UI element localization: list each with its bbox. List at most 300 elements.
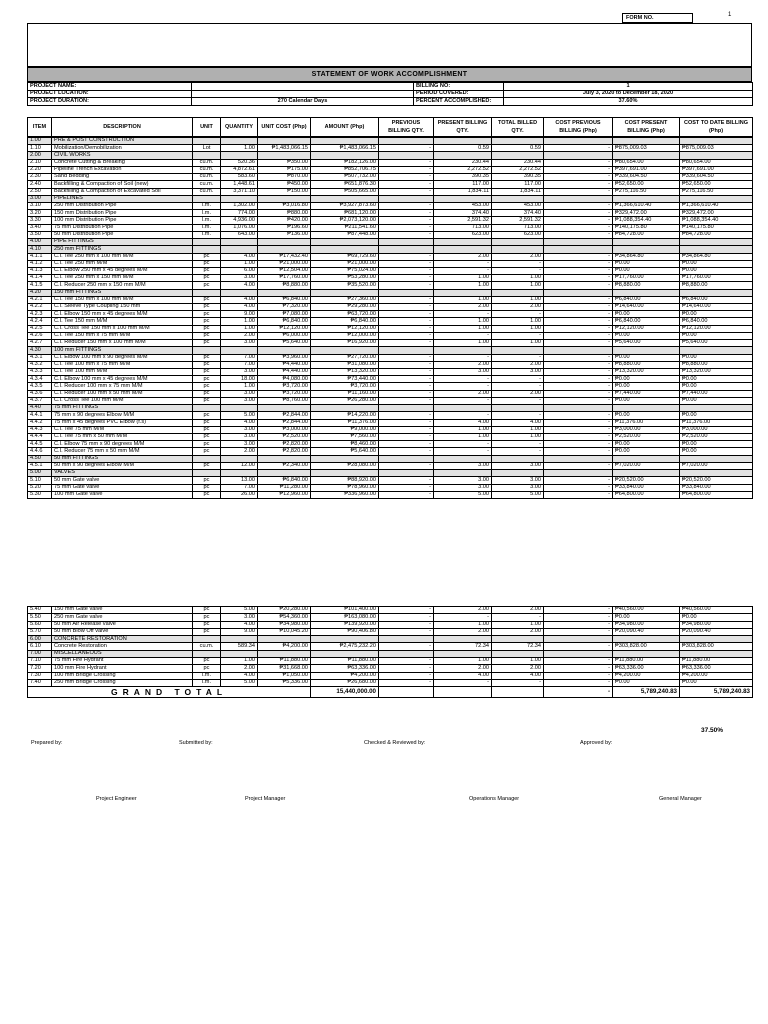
table-cell: 4.00 (221, 253, 258, 260)
table-cell: 3,371.10 (221, 188, 258, 195)
table-cell: ₱7,020.00 (680, 462, 753, 469)
table-cell (379, 239, 434, 246)
table-cell: - (544, 260, 613, 267)
table-cell: 150 mm Distribution Pipe (52, 210, 193, 217)
table-cell: 643.00 (221, 231, 258, 238)
table-cell (613, 347, 680, 354)
table-cell (492, 152, 544, 159)
table-row (28, 318, 753, 325)
table-cell: ₱1,366,610.40 (613, 202, 680, 209)
table-row (28, 491, 753, 498)
table-cell: - (544, 354, 613, 361)
table-cell: 1.00 (492, 318, 544, 325)
table-row (28, 267, 753, 274)
table-cell (544, 650, 613, 657)
table-cell: ₱0.00 (613, 448, 680, 455)
table-cell: - (434, 354, 492, 361)
table-cell: 6.10 (28, 643, 52, 650)
table-cell: - (379, 484, 434, 491)
table-cell: - (379, 217, 434, 224)
table-cell: 4.4.3 (28, 426, 52, 433)
table-cell: - (492, 448, 544, 455)
table-cell: ₱64,800.00 (613, 491, 680, 498)
table-cell: 4.4.5 (28, 441, 52, 448)
table-cell: ₱29,280.00 (311, 304, 379, 311)
table-cell: ₱0.00 (613, 354, 680, 361)
table-cell: ₱182,126.00 (311, 159, 379, 166)
table-cell: 5.50 (28, 614, 52, 621)
table-cell: - (434, 679, 492, 686)
table-cell: 4,872.61 (221, 166, 258, 173)
table-cell (613, 152, 680, 159)
table-cell: ₱303,828.00 (613, 643, 680, 650)
table-cell: 100 mm Distribution Pipe (52, 217, 193, 224)
table-cell: ₱4,080.00 (258, 376, 311, 383)
table-cell (613, 138, 680, 145)
table-cell: pc (193, 665, 221, 672)
table-row (28, 152, 753, 159)
grand-total-percent: 37.50% (701, 727, 724, 734)
table-cell: 5.30 (28, 491, 52, 498)
column-header: TOTAL BILLED QTY. (492, 118, 544, 137)
table-cell: - (544, 614, 613, 621)
table-cell: pc (193, 397, 221, 404)
table-row (28, 311, 753, 318)
table-cell: - (492, 376, 544, 383)
table-cell: 1.00 (434, 658, 492, 665)
table-cell: - (544, 607, 613, 614)
table-row (28, 607, 753, 614)
table-row (28, 383, 753, 390)
table-cell: 2.50 (28, 188, 52, 195)
table-cell: 2.00 (434, 390, 492, 397)
table-cell: - (492, 354, 544, 361)
table-cell: ₱0.00 (613, 332, 680, 339)
table-row (28, 253, 753, 260)
table-cell: 7.40 (28, 679, 52, 686)
table-cell: - (544, 325, 613, 332)
table-cell: 100 mm Gate valve (52, 491, 193, 498)
table-cell (434, 246, 492, 253)
table-cell (680, 246, 753, 253)
table-cell: ₱303,828.00 (680, 643, 753, 650)
table-cell: - (544, 332, 613, 339)
table-cell (311, 650, 379, 657)
table-cell: - (379, 354, 434, 361)
table-cell (544, 636, 613, 643)
table-cell: ₱88,920.00 (311, 477, 379, 484)
table-cell: 117.00 (434, 181, 492, 188)
table-cell (680, 470, 753, 477)
table-cell: - (379, 296, 434, 303)
table-cell (680, 636, 753, 643)
table-cell: ₱6,840.00 (613, 318, 680, 325)
table-cell: ₱11,880.00 (258, 658, 311, 665)
table-cell (680, 455, 753, 462)
period-label: PERIOD COVERED: (414, 90, 504, 98)
table-cell: ₱0.00 (613, 679, 680, 686)
table-row (28, 181, 753, 188)
table-cell: - (379, 621, 434, 628)
table-cell (544, 239, 613, 246)
table-cell (544, 347, 613, 354)
table-cell: 5.70 (28, 628, 52, 635)
table-cell: 4.1.2 (28, 260, 52, 267)
table-cell: 2.00 (492, 607, 544, 614)
table-row (28, 202, 753, 209)
table-cell: ₱0.00 (680, 397, 753, 404)
table-cell: 2,272.52 (492, 166, 544, 173)
table-cell: 1,834.11 (492, 188, 544, 195)
table-cell: - (544, 441, 613, 448)
table-cell: ₱34,980.00 (680, 621, 753, 628)
table-cell: - (544, 304, 613, 311)
table-cell: l.m. (193, 224, 221, 231)
percent-label: PERCENT ACCOMPLISHED: (414, 98, 504, 106)
table-row (28, 419, 753, 426)
table-cell: ₱0.00 (613, 441, 680, 448)
table-cell: ₱13,320.00 (311, 369, 379, 376)
table-cell: 72.34 (434, 643, 492, 650)
table-cell: - (544, 282, 613, 289)
table-cell: - (544, 658, 613, 665)
table-cell: 4.4.4 (28, 433, 52, 440)
table-cell: - (544, 679, 613, 686)
table-cell: ₱339,604.50 (680, 174, 753, 181)
table-cell: ₱84,728.00 (680, 231, 753, 238)
table-row (28, 650, 753, 657)
table-cell: - (379, 672, 434, 679)
table-cell: ₱3,000.00 (613, 426, 680, 433)
table-cell: pc (193, 607, 221, 614)
table-cell: ₱0.00 (680, 448, 753, 455)
table-cell: 250 mm Distribution Pipe (52, 202, 193, 209)
table-cell (613, 405, 680, 412)
table-cell: 117.00 (492, 181, 544, 188)
table-cell: 4.20 (28, 289, 52, 296)
column-header: AMOUNT (Php) (311, 118, 379, 137)
table-cell: 5.00 (221, 412, 258, 419)
table-cell (434, 239, 492, 246)
table-cell: ₱7,440.00 (613, 390, 680, 397)
table-cell: ₱31,668.00 (258, 665, 311, 672)
table-cell: 4.4.2 (28, 419, 52, 426)
table-row (28, 433, 753, 440)
project-duration-label: PROJECT DURATION: (28, 98, 192, 106)
table-cell (434, 650, 492, 657)
project-manager-title: Project Manager (245, 796, 286, 802)
table-cell: 4.3.5 (28, 383, 52, 390)
table-cell: ₱12,120.00 (311, 325, 379, 332)
table-cell: 1,076.00 (221, 224, 258, 231)
table-cell: 75 mm x 45 degrees PVC Elbow (f.s) (52, 419, 193, 426)
table-cell (379, 195, 434, 202)
table-cell: 0.59 (434, 145, 492, 152)
table-cell: 5.10 (28, 477, 52, 484)
table-cell (258, 239, 311, 246)
table-cell: pc (193, 282, 221, 289)
table-cell: - (544, 369, 613, 376)
table-cell: Mobilization/Demobilization (52, 145, 193, 152)
table-cell: ₱21,000.00 (311, 260, 379, 267)
project-duration-value: 270 Calendar Days (192, 98, 414, 106)
table-cell (680, 289, 753, 296)
table-cell (492, 239, 544, 246)
table-cell: - (544, 665, 613, 672)
table-cell: 3.00 (434, 369, 492, 376)
table-cell (680, 152, 753, 159)
table-cell: 774.00 (221, 210, 258, 217)
table-cell: ₱507,732.00 (311, 174, 379, 181)
table-cell: 1.00 (492, 340, 544, 347)
table-cell: - (379, 159, 434, 166)
table-cell: 2,272.52 (434, 166, 492, 173)
table-row (28, 484, 753, 491)
table-cell: ₱7,440.00 (680, 390, 753, 397)
table-cell: ₱2,820.00 (258, 448, 311, 455)
table-cell: 2.00 (492, 628, 544, 635)
table-cell (379, 152, 434, 159)
table-cell: ₱0.00 (613, 383, 680, 390)
table-cell: 2.30 (28, 174, 52, 181)
table-cell: 3.00 (221, 340, 258, 347)
table-cell (221, 347, 258, 354)
table-cell: 3.00 (221, 369, 258, 376)
table-cell: ₱0.00 (680, 332, 753, 339)
table-row (28, 340, 753, 347)
table-cell: 4.3.6 (28, 390, 52, 397)
table-cell: l.m. (193, 672, 221, 679)
table-cell (613, 195, 680, 202)
table-cell: pc (193, 484, 221, 491)
table-cell: - (434, 614, 492, 621)
table-cell: ₱339,604.50 (613, 174, 680, 181)
table-cell: C.I. Tee 75 mm x 50 mm M/M (52, 433, 193, 440)
table-cell: 589.34 (221, 643, 258, 650)
table-cell: - (434, 376, 492, 383)
table-cell: C.I. Reducer 250 mm x 150 mm M/M (52, 282, 193, 289)
submitted-by-label: Submitted by: (179, 740, 213, 746)
table-cell: - (544, 210, 613, 217)
table-cell: pc (193, 369, 221, 376)
table-cell: 390.35 (434, 174, 492, 181)
table-cell: 2.00 (434, 665, 492, 672)
table-cell: ₱3,720.00 (258, 383, 311, 390)
table-cell: 453.00 (434, 202, 492, 209)
table-cell: ₱6,840.00 (680, 296, 753, 303)
table-row (28, 621, 753, 628)
table-cell (258, 636, 311, 643)
table-cell: ₱397,691.00 (680, 166, 753, 173)
table-cell: pc (193, 614, 221, 621)
table-cell: - (379, 376, 434, 383)
table-cell: 75 mm FITTINGS (52, 405, 193, 412)
table-cell: 2.00 (221, 448, 258, 455)
table-cell: ₱11,376.00 (613, 419, 680, 426)
table-cell: - (544, 340, 613, 347)
table-cell: 12.00 (221, 462, 258, 469)
table-cell: 4.00 (221, 282, 258, 289)
table-cell: ₱2,073,120.00 (311, 217, 379, 224)
table-cell: ₱13,320.00 (613, 369, 680, 376)
table-cell: - (379, 397, 434, 404)
table-cell: 2.00 (492, 390, 544, 397)
table-row (28, 477, 753, 484)
table-cell (221, 650, 258, 657)
table-cell: C.I. Elbow 150 mm x 45 degrees M/M (52, 311, 193, 318)
table-cell: 2.00 (492, 665, 544, 672)
table-cell: 4.5.1 (28, 462, 52, 469)
table-cell: ₱34,980.00 (613, 621, 680, 628)
table-cell: ₱2,844.00 (258, 419, 311, 426)
table-cell: 4.1.5 (28, 282, 52, 289)
column-header: ITEM (28, 118, 52, 137)
table-cell: - (492, 311, 544, 318)
table-cell: 1.10 (28, 145, 52, 152)
table-cell: - (379, 202, 434, 209)
table-cell: 1.00 (492, 433, 544, 440)
table-cell: Lot (193, 145, 221, 152)
project-location-label: PROJECT LOCATION: (28, 90, 192, 98)
table-cell: 250 mm Gate valve (52, 614, 193, 621)
table-cell: ₱11,376.00 (680, 419, 753, 426)
table-row (28, 174, 753, 181)
table-cell (544, 138, 613, 145)
table-cell: Concrete Cutting & Breaking (52, 159, 193, 166)
table-cell: - (434, 397, 492, 404)
table-cell (492, 470, 544, 477)
table-cell: ₱12,120.00 (680, 325, 753, 332)
table-cell (193, 470, 221, 477)
table-cell: 1.00 (492, 658, 544, 665)
table-row (28, 354, 753, 361)
table-cell (492, 246, 544, 253)
table-cell: ₱2,520.00 (258, 433, 311, 440)
table-cell: - (379, 607, 434, 614)
table-cell (544, 246, 613, 253)
table-cell: - (379, 210, 434, 217)
table-cell: ₱0.00 (680, 614, 753, 621)
table-cell: ₱1,366,610.40 (680, 202, 753, 209)
table-cell: ₱11,376.00 (311, 419, 379, 426)
table-cell: - (544, 390, 613, 397)
table-cell (258, 650, 311, 657)
table-cell (193, 405, 221, 412)
table-cell (492, 405, 544, 412)
table-cell: 3.00 (492, 477, 544, 484)
table-cell: ₱8,880.00 (680, 282, 753, 289)
column-header: DESCRIPTION (52, 118, 193, 137)
table-cell: 7.00 (221, 354, 258, 361)
table-cell: 150 mm FITTINGS (52, 289, 193, 296)
table-cell: ₱420.00 (258, 217, 311, 224)
table-cell: pc (193, 412, 221, 419)
table-cell: l.m. (193, 231, 221, 238)
table-cell (258, 455, 311, 462)
table-cell: ₱63,336.00 (680, 665, 753, 672)
table-cell: ₱40,560.00 (680, 607, 753, 614)
table-cell: 4,936.00 (221, 217, 258, 224)
table-row (28, 672, 753, 679)
table-cell: 230.44 (492, 159, 544, 166)
table-cell: ₱5,640.00 (258, 340, 311, 347)
grand-total-amount: 15,440,000.00 (311, 687, 379, 698)
table-cell: - (544, 672, 613, 679)
table-cell: - (434, 441, 492, 448)
table-cell: 4.50 (28, 455, 52, 462)
table-cell (193, 246, 221, 253)
table-cell: - (379, 412, 434, 419)
table-cell (379, 347, 434, 354)
table-row (28, 426, 753, 433)
table-cell: 1.00 (221, 658, 258, 665)
table-cell: ₱140,175.80 (613, 224, 680, 231)
table-cell: 2.00 (434, 361, 492, 368)
table-cell: C.I. Tee 100 mm x 75 mm M/M (52, 361, 193, 368)
table-cell: ₱0.00 (680, 441, 753, 448)
table-cell: 1.00 (492, 325, 544, 332)
table-row (28, 636, 753, 643)
table-cell: 100 mm FITTINGS (52, 347, 193, 354)
table-cell: ₱69,729.60 (311, 253, 379, 260)
table-cell: 1.00 (492, 426, 544, 433)
table-cell: 1.00 (434, 275, 492, 282)
table-cell: ₱3,000.00 (680, 426, 753, 433)
table-cell: 1,448.61 (221, 181, 258, 188)
table-cell: 3.00 (492, 462, 544, 469)
table-cell: - (379, 369, 434, 376)
table-cell: 3.00 (221, 614, 258, 621)
operations-manager-title: Operations Manager (469, 796, 520, 802)
table-cell: ₱275,116.50 (680, 188, 753, 195)
table-cell (379, 289, 434, 296)
table-cell: - (379, 679, 434, 686)
table-cell: 5.60 (28, 621, 52, 628)
table-cell: - (544, 462, 613, 469)
table-cell: cu.m. (193, 181, 221, 188)
table-cell: C.I. Tee 150 mm x 75 mm M/M (52, 332, 193, 339)
billing-no-value: 1 (504, 83, 753, 91)
table-cell: ₱26,680.00 (311, 679, 379, 686)
table-cell: - (544, 361, 613, 368)
table-cell: - (544, 188, 613, 195)
table-cell: 50 mm Distribution Pipe (52, 231, 193, 238)
table-cell (193, 455, 221, 462)
column-header: UNIT COST (Php) (258, 118, 311, 137)
table-row (28, 224, 753, 231)
table-cell: 623.00 (434, 231, 492, 238)
table-cell: - (544, 426, 613, 433)
table-cell: pc (193, 658, 221, 665)
table-cell: ₱0.00 (613, 267, 680, 274)
table-cell: - (544, 383, 613, 390)
table-row (28, 462, 753, 469)
table-cell: 2.00 (492, 304, 544, 311)
table-cell: - (379, 665, 434, 672)
table-cell: ₱329,472.00 (680, 210, 753, 217)
table-cell: - (379, 441, 434, 448)
table-cell: - (379, 224, 434, 231)
table-cell (221, 152, 258, 159)
column-header: PRESENT BILLING QTY. (434, 118, 492, 137)
table-cell: - (379, 304, 434, 311)
table-cell: 4.1.3 (28, 267, 52, 274)
table-cell: ₱4,200.00 (258, 643, 311, 650)
table-row (28, 239, 753, 246)
table-row (28, 166, 753, 173)
table-cell: 2.00 (492, 253, 544, 260)
table-cell: ₱0.00 (680, 412, 753, 419)
